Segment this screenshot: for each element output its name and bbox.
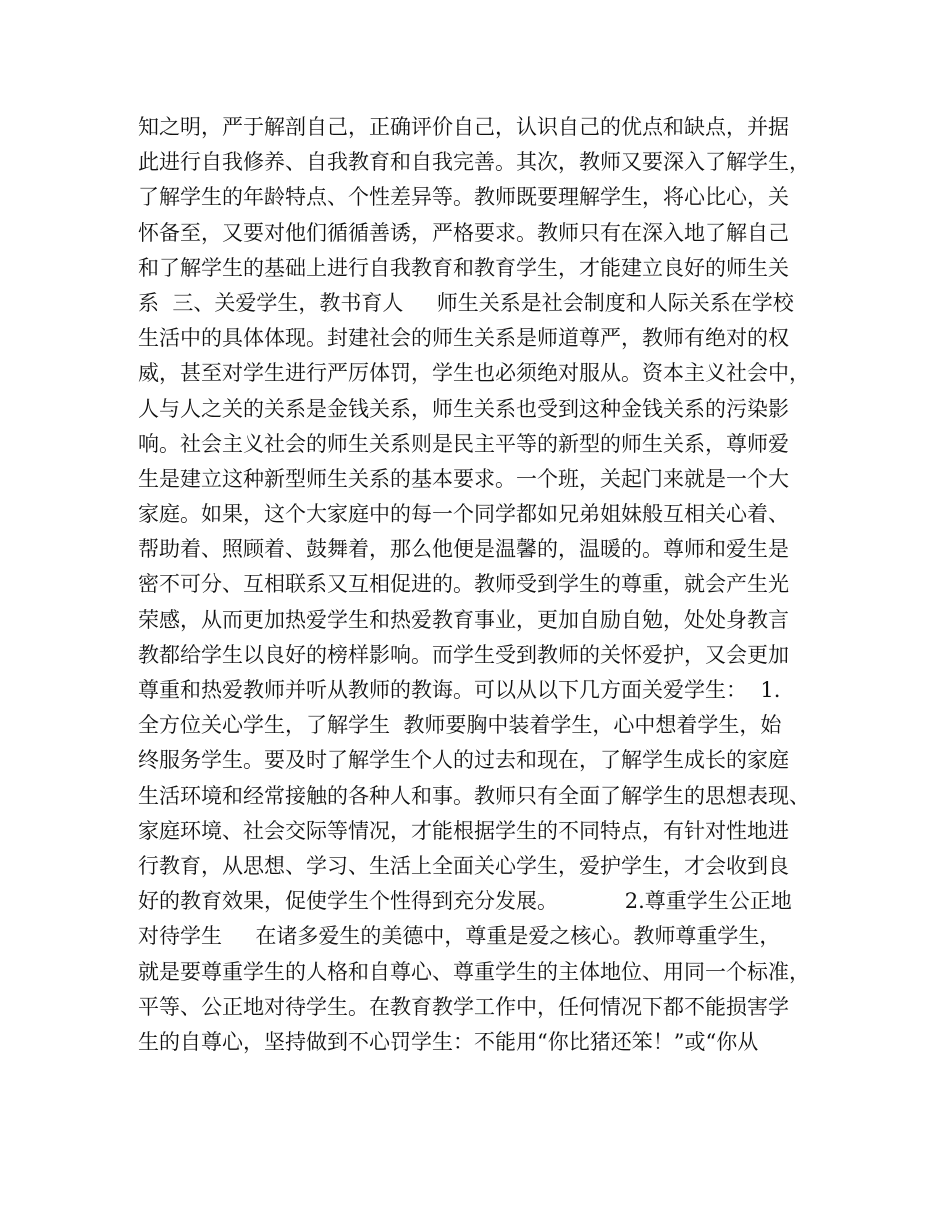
text-line: 教都给学生以良好的榜样影响。而学生受到教师的关怀爱护，又会更加: [138, 642, 789, 667]
text-line: 和了解学生的基础上进行自我教育和教育学生，才能建立良好的师生关: [138, 255, 789, 280]
text-line: 家庭。如果，这个大家庭中的每一个同学都如兄弟姐妹般互相关心着、: [138, 502, 789, 527]
text-line: 尊重和热爱教师并听从教师的教诲。可以从以下几方面关爱学生： 1.: [138, 678, 781, 702]
text-line: 威，甚至对学生进行严厉体罚，学生也必须绝对服从。资本主义社会中，: [138, 361, 810, 386]
text-line: 响。社会主义社会的师生关系则是民主平等的新型的师生关系，尊师爱: [138, 431, 789, 456]
text-line: 行教育，从思想、学习、生活上全面关心学生，爱护学生，才会收到良: [138, 853, 789, 878]
text-line: 全方位关心学生，了解学生 教师要胸中装着学生，心中想着学生，始: [138, 713, 782, 738]
text-line: 就是要尊重学生的人格和自尊心、尊重学生的主体地位、用同一个标准，: [138, 959, 810, 984]
text-line: 系 三、关爱学生，教书育人 师生关系是社会制度和人际关系在学校: [138, 290, 794, 315]
text-line: 对待学生 在诸多爱生的美德中，尊重是爱之核心。教师尊重学生，: [138, 924, 781, 949]
text-line: 好的教育效果，促使学生个性得到充分发展。 2.尊重学生公正地: [138, 889, 792, 914]
text-line: 知之明，严于解剖自己，正确评价自己，认识自己的优点和缺点，并据: [138, 115, 789, 139]
text-line: 密不可分、互相联系又互相促进的。教师受到学生的尊重，就会产生光: [138, 572, 789, 597]
text-line: 生活中的具体体现。封建社会的师生关系是师道尊严，教师有绝对的权: [138, 326, 789, 351]
text-line: 怀备至，又要对他们循循善诱，严格要求。教师只有在深入地了解自己: [138, 220, 789, 245]
text-line: 生的自尊心，坚持做到不心罚学生：不能用“你比猪还笨！”或“你从: [138, 1029, 759, 1054]
text-line: 生活环境和经常接触的各种人和事。教师只有全面了解学生的思想表现、: [138, 783, 810, 808]
text-line: 人与人之关的关系是金钱关系，师生关系也受到这种金钱关系的污染影: [138, 396, 789, 421]
text-line: 生是建立这种新型师生关系的基本要求。一个班，关起门来就是一个大: [138, 466, 789, 491]
text-line: 了解学生的年龄特点、个性差异等。教师既要理解学生，将心比心，关: [138, 185, 789, 210]
body-text: [138, 110, 838, 1060]
text-line: 终服务学生。要及时了解学生个人的过去和现在，了解学生成长的家庭: [138, 748, 789, 773]
text-line: 帮助着、照顾着、鼓舞着，那么他便是温馨的，温暖的。尊师和爱生是: [138, 537, 789, 562]
text-line: 此进行自我修养、自我教育和自我完善。其次，教师又要深入了解学生，: [138, 150, 810, 175]
text-line: 家庭环境、社会交际等情况，才能根据学生的不同特点，有针对性地进: [138, 818, 789, 843]
text-line: 平等、公正地对待学生。在教育教学工作中，任何情况下都不能损害学: [138, 994, 789, 1019]
text-line: 荣感，从而更加热爱学生和热爱教育事业，更加自励自勉，处处身教言: [138, 607, 789, 632]
